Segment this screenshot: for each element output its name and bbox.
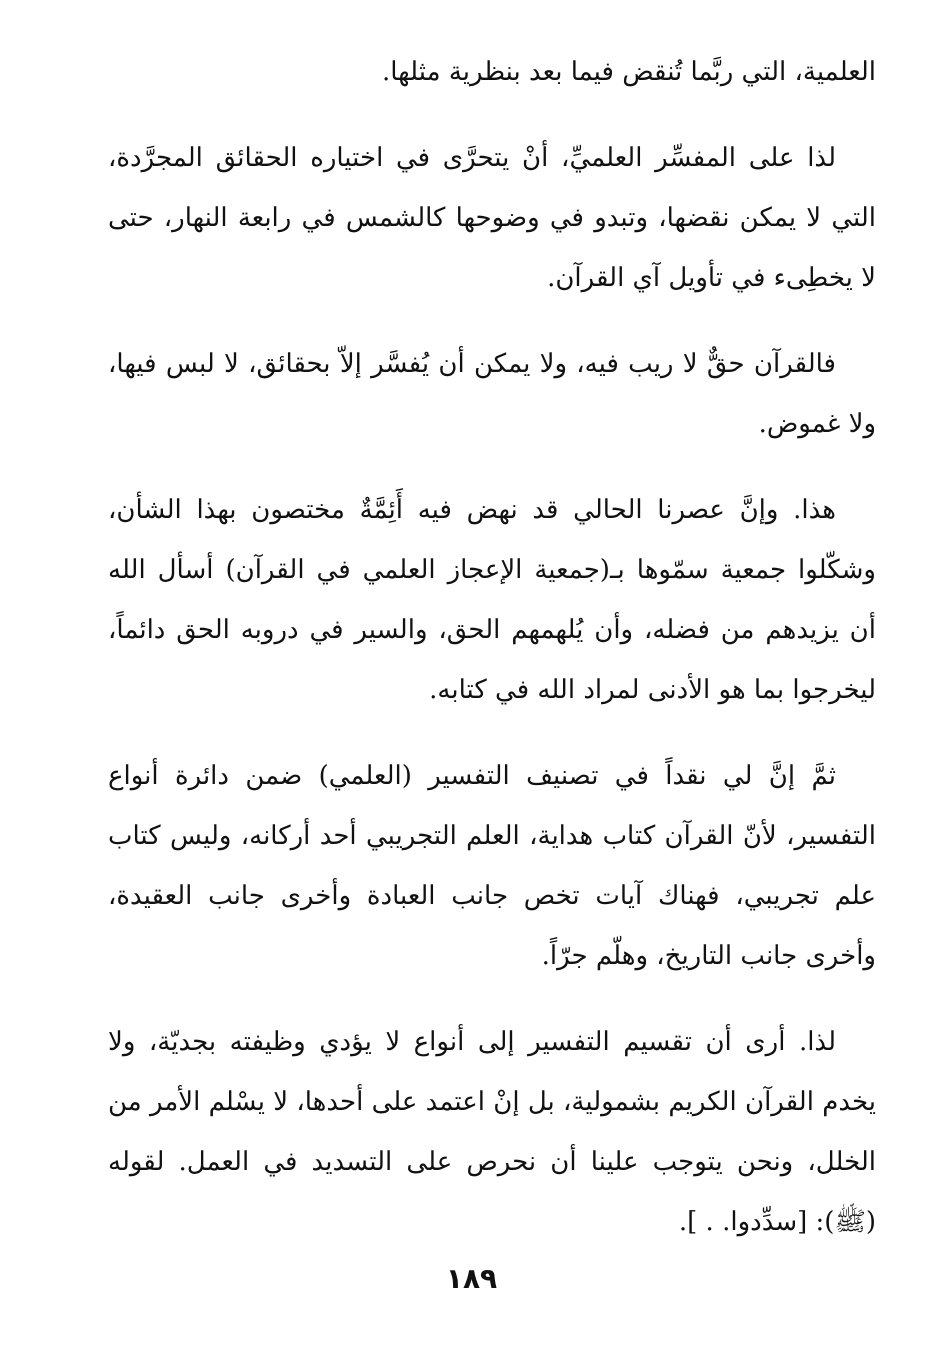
paragraph-6: لذا. أرى أن تقسيم التفسير إلى أنواع لا يؤدي وظيفته بجديّة، ولا يخدم القرآن الكريم بشمولية، بل إنْ اعتمد على أحدها، لا يسْلم الأمر من الخلل، ونحن يتوجب علينا أن نحرص على التسديد في العمل. لقوله (ﷺ): [سدِّدوا. . ]. (108, 1027, 876, 1237)
paragraph-3: فالقرآن حقٌّ لا ريب فيه، ولا يمكن أن يُفسَّر إلاّ بحقائق، لا لبس فيها، ولا غموض. (108, 349, 876, 439)
paragraph-4: هذا. وإنَّ عصرنا الحالي قد نهض فيه أَئِمَّةٌ مختصون بهذا الشأن، وشكّلوا جمعية سمّوها بـ(جمعية الإعجاز العلمي في القرآن) أسأل الله أن يزيدهم من فضله، وأن يُلهمهم الحق، والسير في دروبه الحق دائماً، ليخرجوا بما هو الأدنى لمراد الله في كتابه. (108, 495, 876, 705)
page-body (108, 42, 876, 1278)
page-number: ١٨٩ (445, 1262, 498, 1295)
paragraph-1: العلمية، التي ربَّما تُنقض فيما بعد بنظرية مثلها. (382, 57, 876, 87)
paragraph-5: ثمَّ إنَّ لي نقداً في تصنيف التفسير (العلمي) ضمن دائرة أنواع التفسير، لأنّ القرآن كتاب هداية، العلم التجريبي أحد أركانه، وليس كتاب علم تجريبي، فهناك آيات تخص جانب العبادة وأخرى جانب العقيدة، وأخرى جانب التاريخ، وهلّم جرّاً. (108, 761, 876, 971)
paragraph-2: لذا على المفسِّر العلميِّ، أنْ يتحرَّى في اختياره الحقائق المجرَّدة، التي لا يمكن نقضها، وتبدو في وضوحها كالشمس في رابعة النهار، حتى لا يخطِىء في تأويل آي القرآن. (108, 143, 876, 293)
